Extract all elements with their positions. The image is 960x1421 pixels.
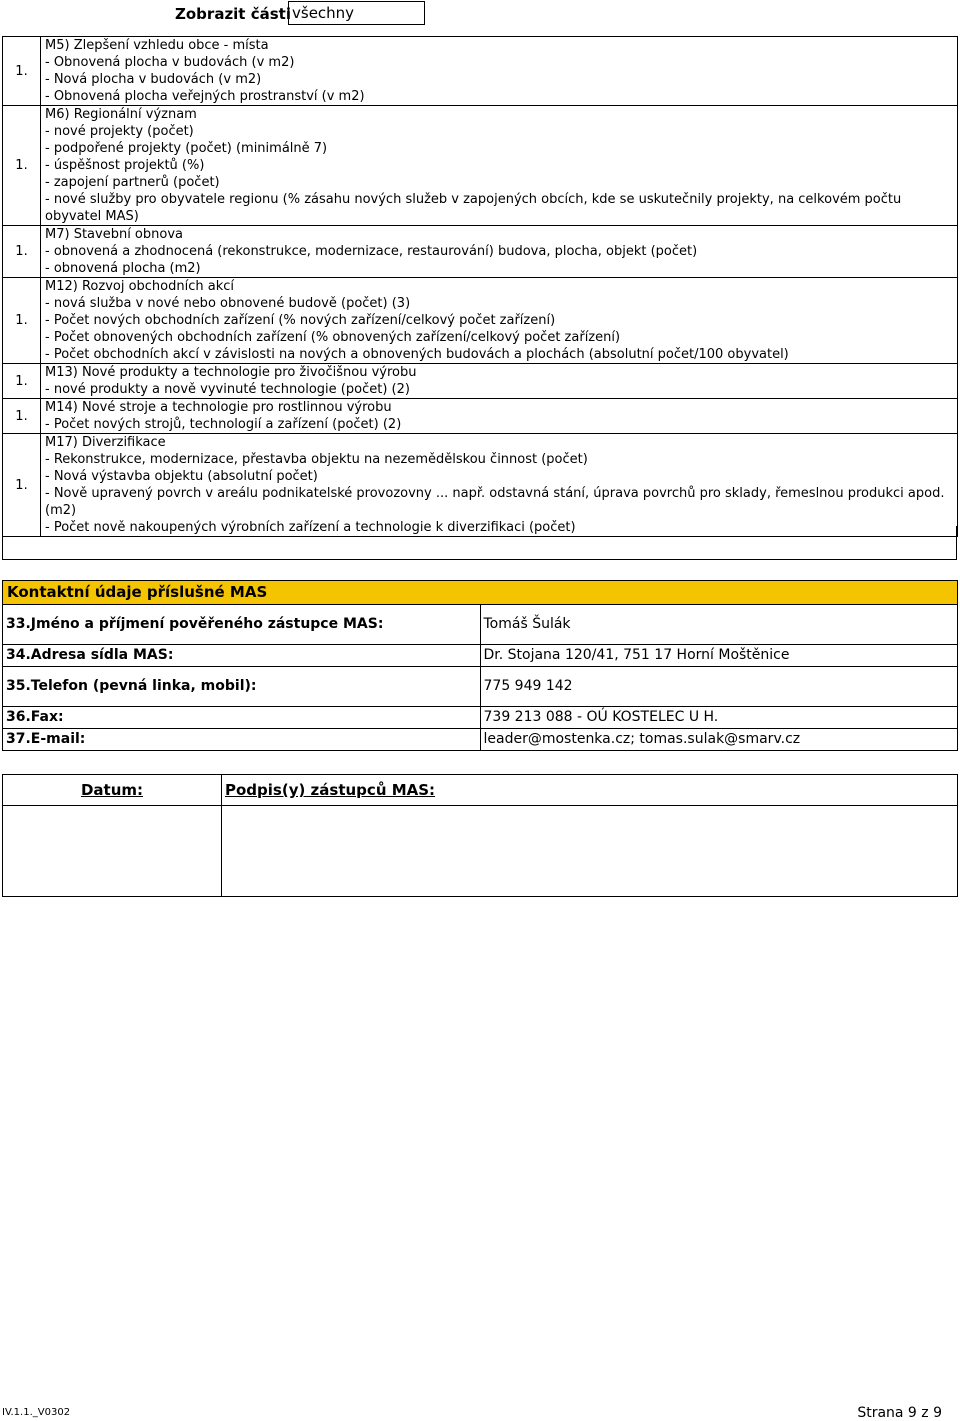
measures-table: [2, 36, 958, 537]
measure-line: - Počet obnovených obchodních zařízení (% obnovených zařízení/celkový počet zařízení): [45, 330, 621, 345]
filter-select[interactable]: všechny: [288, 1, 425, 25]
contact-label-fax: 36.Fax:: [3, 707, 481, 729]
measure-text: [41, 399, 958, 434]
contact-value-fax: 739 213 088 - OÚ KOSTELEC U H.: [480, 707, 958, 729]
measure-text: [41, 278, 958, 364]
measure-line: M6) Regionální význam: [45, 107, 197, 122]
measure-line: - Obnovená plocha veřejných prostranství (v m2): [45, 89, 365, 104]
measure-line: - podpořené projekty (počet) (minimálně 7): [45, 141, 328, 156]
signature-heading: Podpis(y) zástupců MAS:: [222, 775, 958, 806]
contact-value-name: Tomáš Šulák: [480, 605, 958, 645]
measure-line: - Nová plocha v budovách (v m2): [45, 72, 262, 87]
measure-line: - obnovená plocha (m2): [45, 261, 201, 276]
row-number: 1.: [3, 226, 41, 278]
measure-line: - obnovená a zhodnocená (rekonstrukce, modernizace, restaurování) budova, plocha, objekt (počet): [45, 244, 698, 259]
row-number: 1.: [3, 399, 41, 434]
measure-row: [3, 226, 958, 278]
measure-text: [41, 106, 958, 226]
measure-line: - Nově upravený povrch v areálu podnikatelské provozovny ... např. odstavná stání, úprava povrchů pro sklady, řemeslnou produkci apod. (m2): [45, 486, 945, 518]
contact-value-address: Dr. Stojana 120/41, 751 17 Horní Moštěnice: [480, 645, 958, 667]
row-number: 1.: [3, 278, 41, 364]
measure-line: - Rekonstrukce, modernizace, přestavba objektu na nezemědělskou činnost (počet): [45, 452, 588, 467]
contact-table: [2, 580, 958, 751]
measure-line: M14) Nové stroje a technologie pro rostlinnou výrobu: [45, 400, 392, 415]
row-number: 1.: [3, 106, 41, 226]
signature-field[interactable]: [222, 806, 958, 897]
measure-row: [3, 399, 958, 434]
contact-label-name: 33.Jméno a příjmení pověřeného zástupce MAS:: [3, 605, 481, 645]
measure-line: - nová služba v nové nebo obnovené budově (počet) (3): [45, 296, 411, 311]
row-number: 1.: [3, 37, 41, 106]
empty-row: [2, 526, 957, 560]
measure-line: - Počet nových strojů, technologií a zařízení (počet) (2): [45, 417, 402, 432]
footer-code: IV.1.1._V0302: [2, 1407, 71, 1418]
contact-label-phone: 35.Telefon (pevná linka, mobil):: [3, 667, 481, 707]
measure-line: M7) Stavební obnova: [45, 227, 183, 242]
measure-line: - Obnovená plocha v budovách (v m2): [45, 55, 295, 70]
page-number: Strana 9 z 9: [857, 1405, 942, 1421]
measure-text: [41, 226, 958, 278]
filter-label: Zobrazit části: [175, 5, 291, 23]
date-heading: Datum:: [3, 775, 222, 806]
measure-text: [41, 364, 958, 399]
contact-value-phone: 775 949 142: [480, 667, 958, 707]
measure-line: - Počet obchodních akcí v závislosti na nových a obnovených budovách a plochách (absolutní počet/100 obyvatel): [45, 347, 789, 362]
measure-row: [3, 106, 958, 226]
measure-line: - Počet nových obchodních zařízení (% nových zařízení/celkový počet zařízení): [45, 313, 556, 328]
measure-line: M17) Diverzifikace: [45, 435, 166, 450]
row-number: 1.: [3, 434, 41, 537]
contact-heading: Kontaktní údaje příslušné MAS: [3, 581, 958, 605]
date-field[interactable]: [3, 806, 222, 897]
measure-line: M12) Rozvoj obchodních akcí: [45, 279, 235, 294]
measure-line: - nové projekty (počet): [45, 124, 194, 139]
measure-line: - úspěšnost projektů (%): [45, 158, 205, 173]
measure-line: - nové služby pro obyvatele regionu (% zásahu nových služeb v zapojených obcích, kde se uskutečnily projekty, na celkovém počtu obyvatel MAS): [45, 192, 902, 224]
measure-line: - Nová výstavba objektu (absolutní počet): [45, 469, 318, 484]
measure-text: [41, 37, 958, 106]
measure-line: - zapojení partnerů (počet): [45, 175, 220, 190]
contact-value-email: leader@mostenka.cz; tomas.sulak@smarv.cz: [480, 729, 958, 751]
measure-line: - nové produkty a nově vyvinuté technologie (počet) (2): [45, 382, 410, 397]
contact-label-email: 37.E-mail:: [3, 729, 481, 751]
row-number: 1.: [3, 364, 41, 399]
measure-row: [3, 364, 958, 399]
measure-row: [3, 37, 958, 106]
signature-table: [2, 774, 958, 897]
measure-line: - Počet nově nakoupených výrobních zařízení a technologie k diverzifikaci (počet): [45, 520, 576, 535]
measure-line: M5) Zlepšení vzhledu obce - místa: [45, 38, 269, 53]
measure-text: [41, 434, 958, 537]
measure-line: M13) Nové produkty a technologie pro živočišnou výrobu: [45, 365, 417, 380]
measure-row: [3, 434, 958, 537]
measure-row: [3, 278, 958, 364]
contact-label-address: 34.Adresa sídla MAS:: [3, 645, 481, 667]
